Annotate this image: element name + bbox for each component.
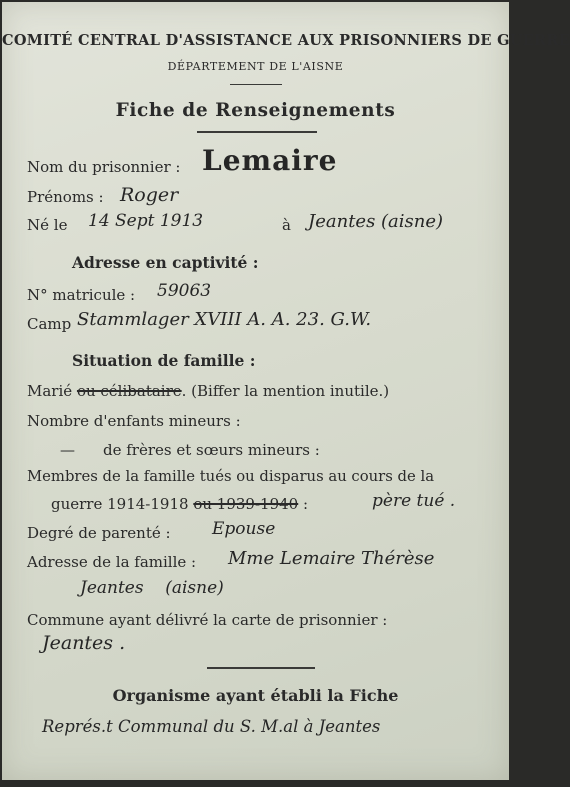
membres-value: père tué . [372, 491, 456, 511]
camp-label: Camp [27, 315, 72, 333]
matricule-value: 59063 [157, 281, 212, 301]
freres-label: de frères et sœurs mineurs : [103, 441, 320, 459]
membres-line1: Membres de la famille tués ou disparus au cours de la [27, 468, 435, 485]
prisoner-info-card [2, 2, 570, 780]
organisme-value: Représ.t Communal du S. M.al à Jeantes [42, 717, 381, 736]
birth-place: Jeantes (aisne) [308, 211, 444, 232]
captivity-heading: Adresse en captivité : [72, 253, 259, 272]
form-title: Fiche de Renseignements [115, 100, 396, 121]
enfants-label: Nombre d'enfants mineurs : [27, 412, 241, 430]
adresse-value-2: Jeantes (aisne) [80, 578, 224, 598]
prenoms-label: Prénoms : [27, 188, 104, 206]
org-header: COMITÉ CENTRAL D'ASSISTANCE AUX PRISONNIERS DE GUERRE [2, 32, 570, 49]
adresse-value-1: Mme Lemaire Thérèse [228, 548, 435, 569]
freres-dash: — [60, 441, 75, 459]
camp-value: Stammlager XVIII A. A. 23. G.W. [77, 309, 372, 330]
marie-label: Marié [27, 382, 73, 400]
footer-divider [207, 667, 315, 669]
biffer-note: . (Biffer la mention inutile.) [181, 382, 390, 400]
nom-value: Lemaire [202, 144, 338, 177]
commune-value: Jeantes . [42, 632, 126, 654]
membres-colon: : [303, 495, 309, 513]
organisme-heading: Organisme ayant établi la Fiche [112, 686, 399, 705]
ne-a-label: à [282, 216, 291, 234]
adresse-label: Adresse de la famille : [27, 553, 197, 571]
family-status-line [27, 382, 389, 400]
membres-line2 [51, 495, 308, 513]
birth-date: 14 Sept 1913 [88, 211, 204, 231]
header-divider [230, 84, 282, 85]
title-underline [197, 131, 317, 133]
ne-label: Né le [27, 216, 68, 234]
prenoms-value: Roger [120, 184, 179, 206]
commune-label: Commune ayant délivré la carte de prisonnier : [27, 611, 388, 629]
matricule-label: N° matricule : [27, 286, 136, 304]
nom-label: Nom du prisonnier : [27, 158, 181, 176]
department-header: DÉPARTEMENT DE L'AISNE [167, 60, 344, 73]
degre-value: Epouse [212, 519, 276, 539]
degre-label: Degré de parenté : [27, 524, 171, 542]
family-heading: Situation de famille : [72, 351, 256, 370]
war-1939-1940-struck: ou 1939-1940 [193, 495, 299, 513]
celibataire-struck: ou célibataire [76, 382, 182, 400]
war-1914-1918: guerre 1914-1918 [51, 495, 189, 513]
